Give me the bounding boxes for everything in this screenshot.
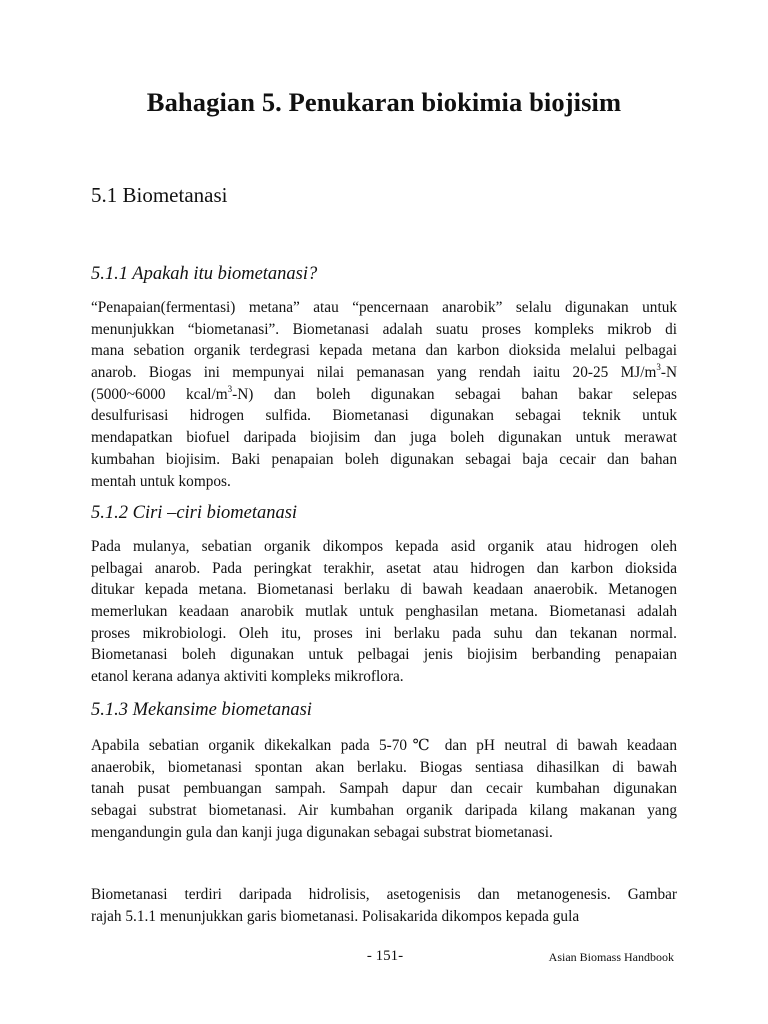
page-title: Bahagian 5. Penukaran biokimia biojisim bbox=[146, 87, 622, 117]
text-line: tanah pusat pembuangan sampah. Sampah dapur dan cecair kumbahan digunakan bbox=[91, 780, 677, 798]
text-line: desulfurisasi hidrogen sulfida. Biometanasi digunakan sebagai teknik untuk bbox=[91, 407, 677, 425]
text-line: pelbagai anarob. Pada peringkat terakhir, asetat atau hidrogen dan karbon dioksida bbox=[91, 559, 677, 577]
superscript: 3 bbox=[227, 383, 233, 394]
section-heading: 5.1 Biometanasi bbox=[91, 183, 228, 207]
text-line: menunjukkan “biometanasi”. Biometanasi adalah suatu proses kompleks mikrob di bbox=[91, 320, 677, 338]
paragraph-5-1-3 bbox=[91, 735, 677, 843]
text-fragment: anarob. Biogas ini mempunyai nilai pemanasan yang rendah iaitu 20-25 MJ/m bbox=[91, 364, 657, 382]
text-line: Biometanasi terdiri daripada hidrolisis, asetogenisis dan metanogenesis. Gambar bbox=[91, 886, 677, 903]
paragraph-5-1-2 bbox=[91, 536, 677, 688]
text-line: proses mikrobiologi. Oleh itu, proses ini berlaku pada suhu dan tekanan normal. bbox=[91, 624, 677, 642]
text-line: mana sebation organik terdegrasi kepada metana dan karbon dioksida melalui pelbagai bbox=[91, 342, 677, 360]
subsection-heading-5-1-3: 5.1.3 Mekansime biometanasi bbox=[91, 700, 312, 720]
text-line: rajah 5.1.1 menunjukkan garis biometanasi. Polisakarida dikompos kepada gula bbox=[91, 907, 580, 925]
text-line: “Penapaian(fermentasi) metana” atau “pencernaan anarobik” selalu digunakan untuk bbox=[91, 299, 677, 316]
text-line: Pada mulanya, sebatian organik dikompos kepada asid organik atau hidrogen oleh bbox=[91, 538, 677, 555]
superscript: 3 bbox=[656, 362, 661, 372]
text-line: ditukar kepada metana. Biometanasi berlaku di bawah keadaan anaerobik. Metanogen bbox=[91, 581, 677, 599]
text-line: mentah untuk kompos. bbox=[91, 472, 231, 490]
page-number: - 151- bbox=[366, 948, 404, 964]
book-title-footer: Asian Biomass Handbook bbox=[548, 950, 674, 964]
subsection-heading-5-1-2: 5.1.2 Ciri –ciri biometanasi bbox=[91, 503, 298, 523]
text-line: memerlukan keadaan anarobik mutlak untuk penghasilan metana. Biometanasi adalah bbox=[91, 603, 677, 621]
text-line: sebagai substrat biometanasi. Air kumbahan organik daripada kilang makanan yang bbox=[91, 802, 677, 820]
text-line: Biometanasi boleh digunakan untuk pelbagai jenis biojisim berbanding penapaian bbox=[91, 646, 677, 664]
text-line: kumbahan biojisim. Baki penapaian boleh digunakan sebagai baja cecair dan bahan bbox=[91, 450, 677, 468]
text-line: mendapatkan biofuel daripada biojisim dan juga boleh digunakan untuk merawat bbox=[91, 429, 677, 447]
text-fragment: -N bbox=[660, 364, 677, 382]
subsection-heading-5-1-1: 5.1.1 Apakah itu biometanasi? bbox=[91, 264, 318, 284]
paragraph-5-1-1 bbox=[91, 297, 677, 492]
text-fragment: (5000~6000 kcal/m bbox=[91, 385, 228, 403]
text-line-with-sup bbox=[91, 362, 677, 384]
text-line: Apabila sebatian organik dikekalkan pada 5-70℃ dan pH neutral di bawah keadaan bbox=[91, 737, 677, 754]
text-line: etanol kerana adanya aktiviti kompleks mikroflora. bbox=[91, 668, 404, 686]
text-line: anaerobik, biometanasi spontan akan berlaku. Biogas sentiasa dihasilkan di bawah bbox=[91, 758, 677, 776]
text-line-with-sup bbox=[91, 384, 677, 406]
paragraph-5-1-3-continued bbox=[91, 884, 677, 927]
text-fragment: -N) dan boleh digunakan sebagai bahan bakar selepas bbox=[232, 385, 677, 403]
text-line: mengandungin gula dan kanji juga digunakan sebagai substrat biometanasi. bbox=[91, 823, 553, 841]
